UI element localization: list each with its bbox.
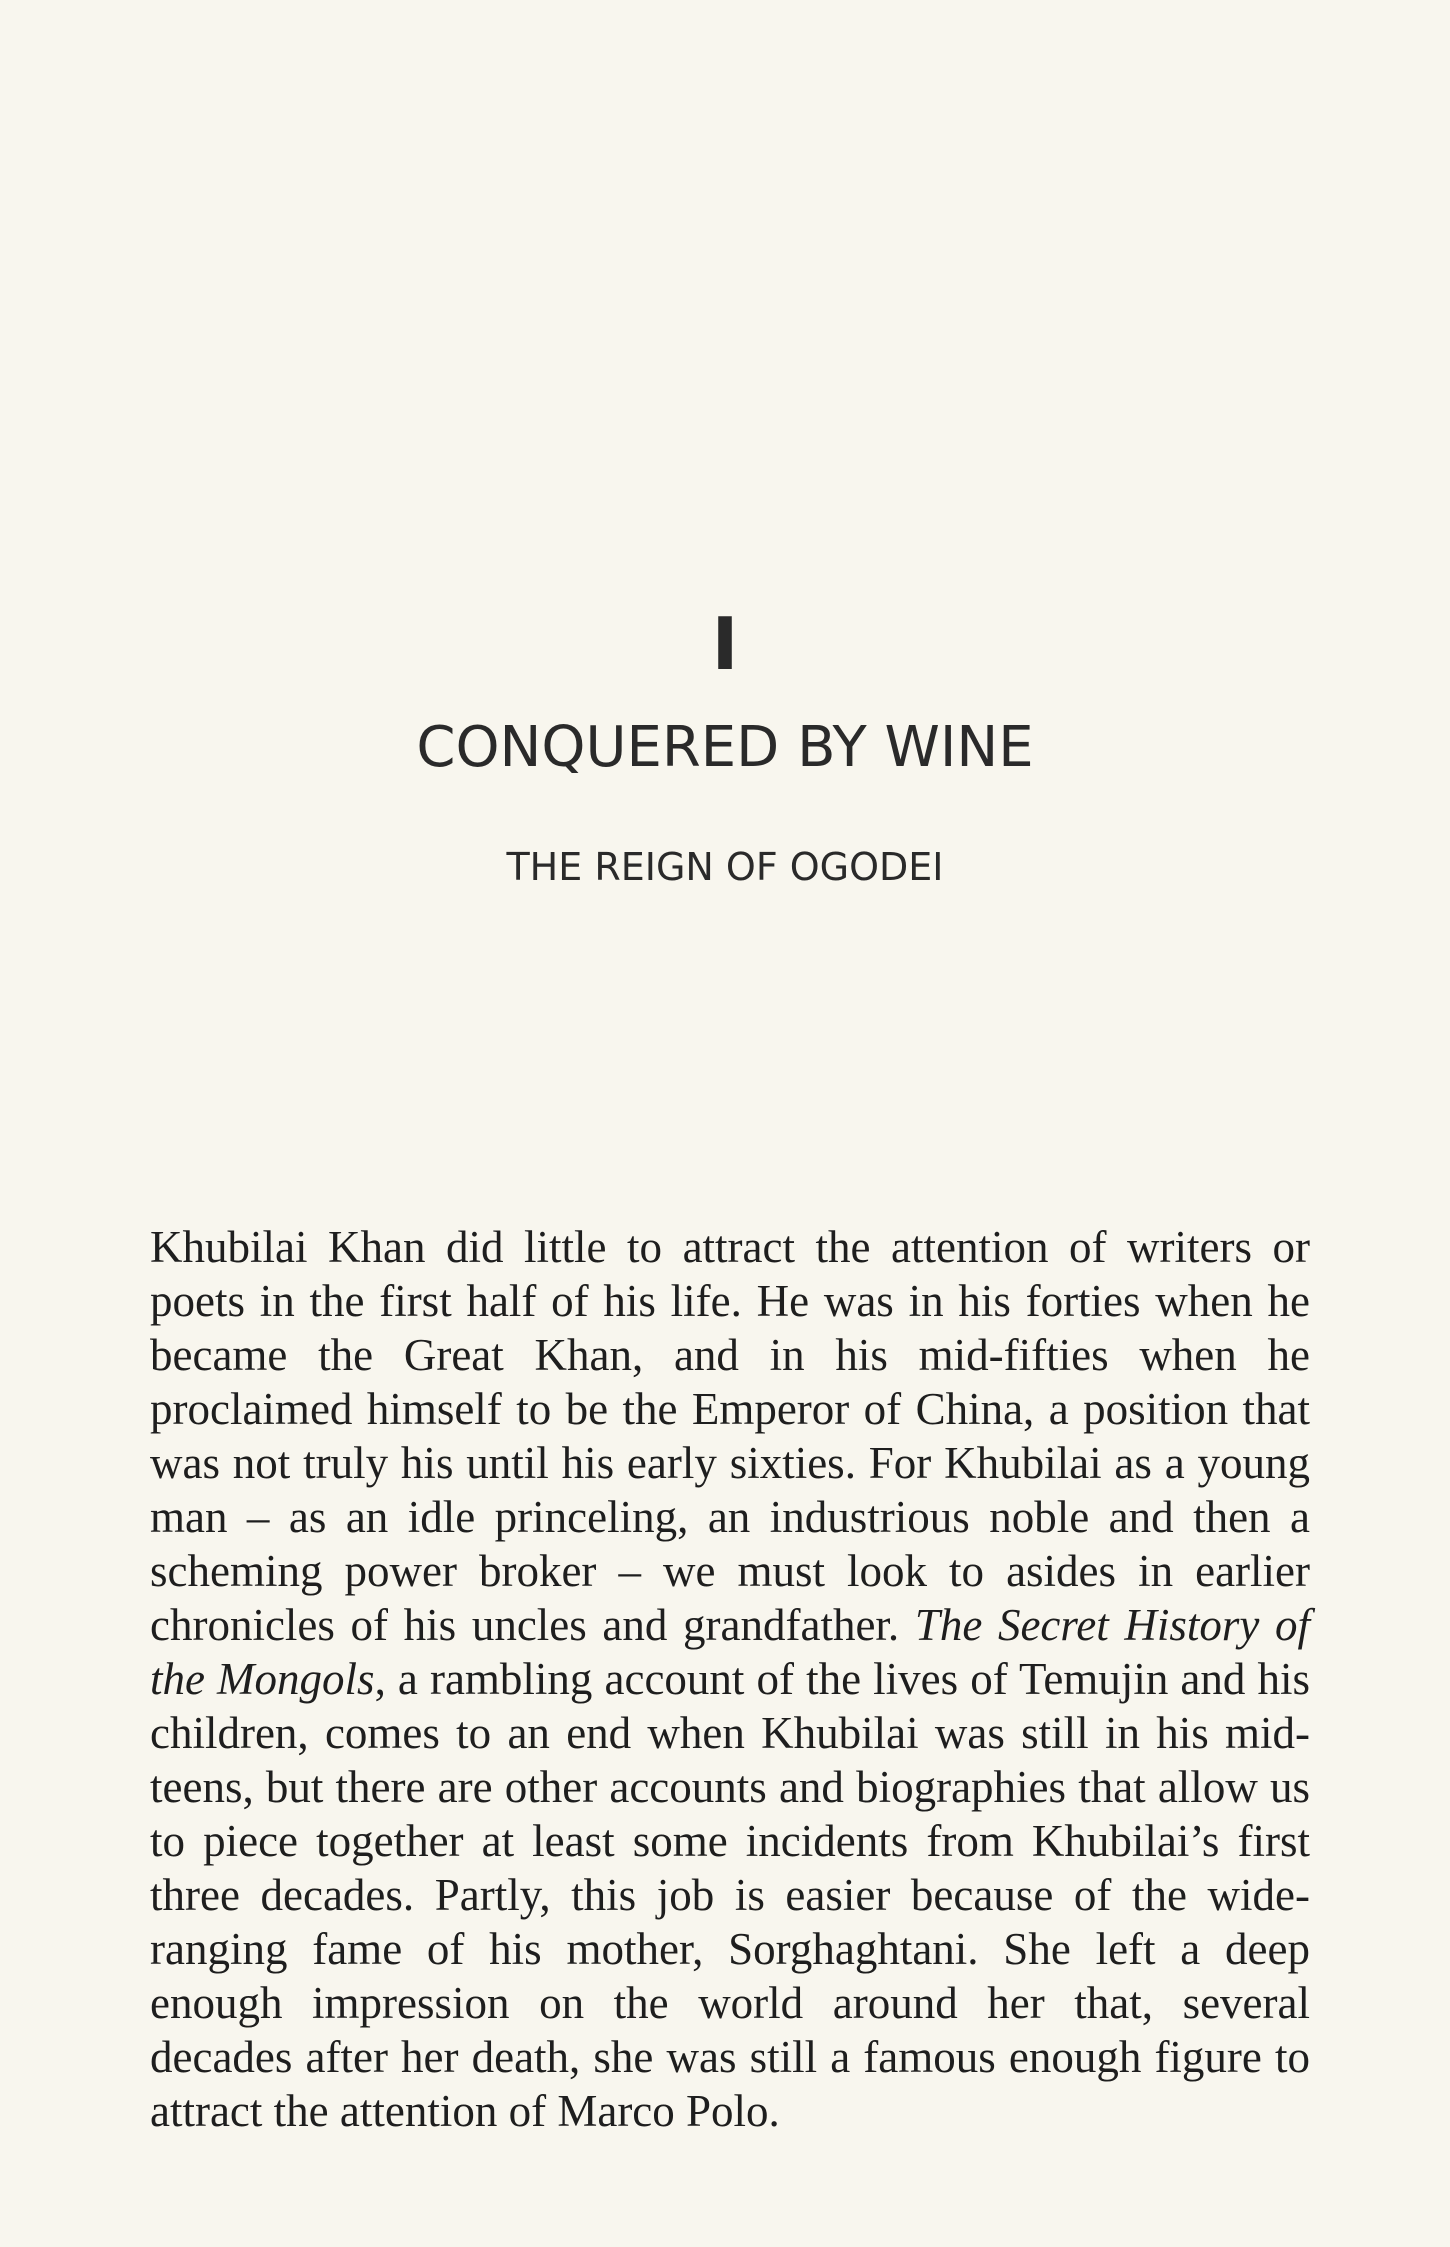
book-title-italic: The Secret History of the Mongols [150, 1600, 1310, 1704]
chapter-subtitle: THE REIGN OF OGODEI [506, 845, 944, 889]
body-text-part2: , a rambling account of the lives of Temujin and his children, comes to an end when Khubilai was still in his mid-teens, but there are other accounts and biographies that allow us to piece together at least some incidents from Khubilai’s first three decades. Partly, this job is easier because of the wide-ranging fame of his mother, Sorghaghtani. She left a deep enough impression on the world around her that, several decades after her death, she was still a famous enough figure to attract the attention of Marco Polo. [150, 1654, 1310, 2136]
body-text-part1: Khubilai Khan did little to attract the attention of writers or poets in the first half of his life. He was in his forties when he became the Great Khan, and in his mid-fifties when he proclaimed himself to be the Emperor of China, a position that was not truly his until his early sixties. For Khubilai as a young man – as an idle princeling, an industrious noble and then a scheming power broker – we must look to asides in earlier chronicles of his uncles and grandfather. [150, 1222, 1310, 1650]
chapter-title: CONQUERED BY WINE [416, 715, 1034, 780]
body-paragraph [150, 1220, 1310, 2138]
chapter-number: I [711, 602, 739, 686]
